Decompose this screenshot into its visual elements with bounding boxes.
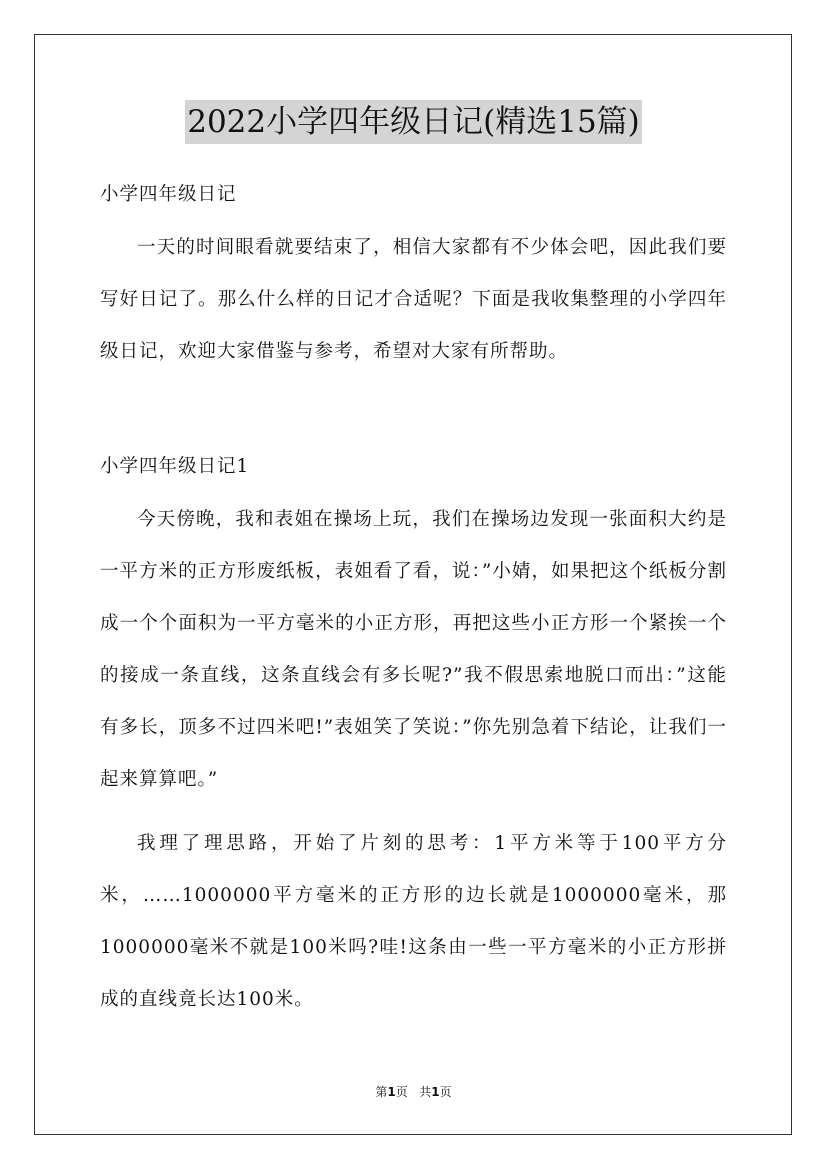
- intro-paragraph: 一天的时间眼看就要结束了，相信大家都有不少体会吧，因此我们要写好日记了。那么什么样的日记才合适呢？下面是我收集整理的小学四年级日记，欢迎大家借鉴与参考，希望对大家有所帮助。: [100, 237, 727, 362]
- page-footer: [0, 1083, 827, 1100]
- title-container: [0, 100, 827, 144]
- page-unit: 页: [395, 1085, 408, 1099]
- section-paragraph-2: 我理了理思路，开始了片刻的思考：1平方米等于100平方分米，……1000000平方毫米的正方形的边长就是1000000毫米，那1000000毫米不就是100米吗?哇!这条由一些一平方毫米的小正方形拼成的直线竟长达100米。: [100, 833, 727, 1010]
- page-total: 1: [431, 1085, 440, 1099]
- section-paragraph-1: 今天傍晚，我和表姐在操场上玩，我们在操场边发现一张面积大约是一平方米的正方形废纸板，表姐看了看，说：”小婧，如果把这个纸板分割成一个个面积为一平方毫米的小正方形，再把这些小正方形一个紧挨一个的接成一条直线，这条直线会有多长呢?”我不假思索地脱口而出：”这能有多长，顶多不过四米吧!”表姐笑了笑说：”你先别急着下结论，让我们一起来算算吧。”: [100, 509, 727, 790]
- total-prefix: 共: [419, 1085, 432, 1099]
- section-heading: 小学四年级日记1: [100, 456, 250, 477]
- total-unit: 页: [439, 1085, 452, 1099]
- document-title: 2022小学四年级日记(精选15篇): [185, 100, 642, 144]
- page-prefix: 第: [375, 1085, 388, 1099]
- intro-heading: 小学四年级日记: [100, 184, 237, 205]
- page-current: 1: [387, 1085, 396, 1099]
